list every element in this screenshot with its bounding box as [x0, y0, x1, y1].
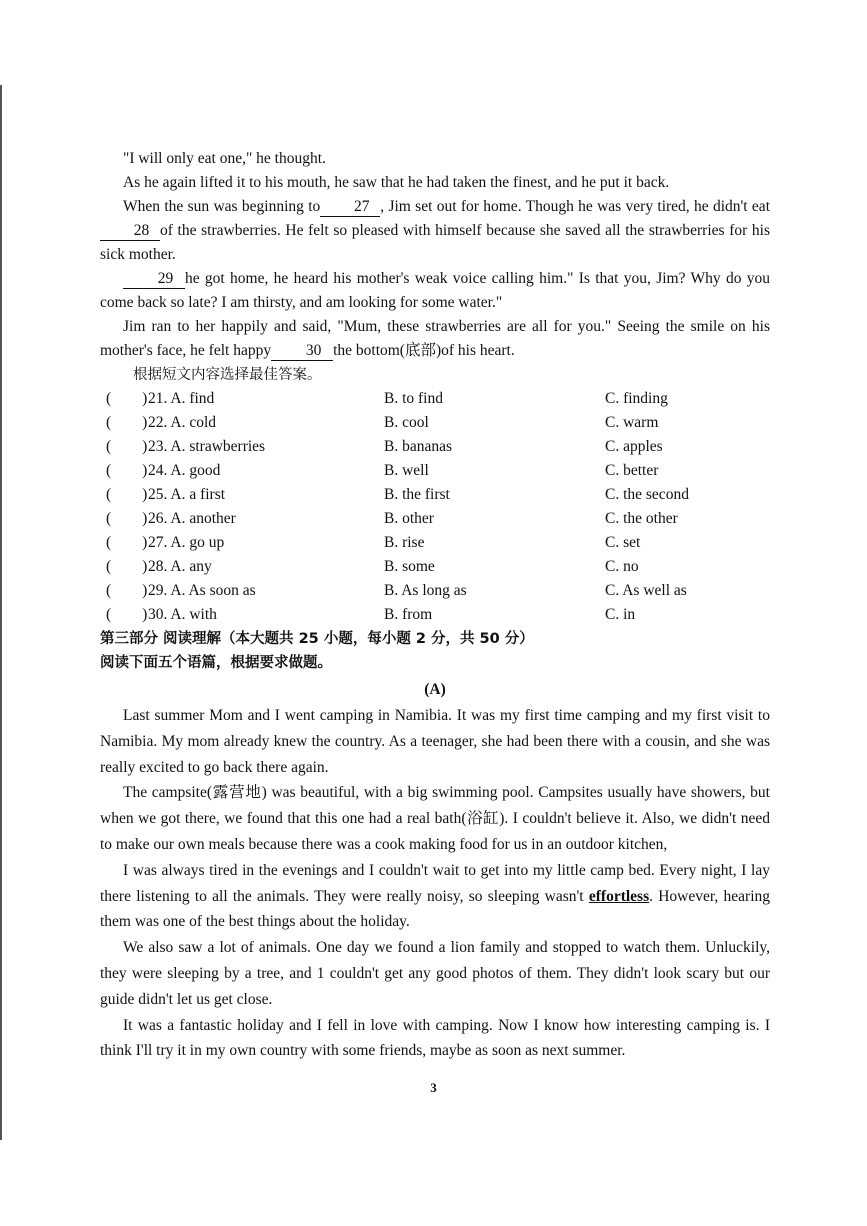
story-paragraph-3: [100, 195, 770, 267]
option-row-23: [100, 435, 770, 459]
option-b: B. cool: [384, 414, 429, 431]
passage-text: . However, hearing them was one of the best things about the holiday.: [100, 887, 771, 931]
option-row-29: [100, 579, 770, 603]
option-c: C. the second: [605, 486, 689, 503]
page-left-border: [0, 85, 2, 1140]
passage-paragraph-3: [100, 858, 770, 935]
passage-a: [100, 677, 770, 1064]
story-paragraph-5: [100, 315, 770, 363]
passage-text: I was always tired in the evenings and I couldn't wait to get into my little camp bed. Every night, I lay there listening to all the animals. They were really noisy, so sleeping wasn't: [100, 861, 770, 905]
story-text: When the sun was beginning to: [123, 198, 321, 215]
option-a: 28. A. any: [148, 558, 212, 575]
option-b: B. other: [384, 510, 434, 527]
option-a: 27. A. go up: [148, 534, 225, 551]
story-text: As he again lifted it to his mouth, he saw that he had taken the finest, and he put it back.: [123, 174, 670, 191]
passage-paragraph-1: Last summer Mom and I went camping in Namibia. It was my first time camping and my first visit to Namibia. My mom already knew the country. As a teenager, she had been there with a cousin, and she was really excited to go back there again.: [100, 707, 770, 776]
blank-28: 28: [100, 222, 160, 241]
answer-paren[interactable]: ( ): [106, 462, 148, 479]
option-row-28: [100, 555, 770, 579]
option-b: B. from: [384, 606, 433, 623]
option-a: 22. A. cold: [148, 414, 217, 431]
option-row-26: [100, 507, 770, 531]
option-a: 30. A. with: [148, 606, 217, 623]
option-b: B. well: [384, 462, 429, 479]
story-text: Jim ran to her happily and said, "Mum, these strawberries are all for you." Seeing the smile on his mother's face, he felt happy: [100, 318, 770, 359]
option-c: C. finding: [605, 390, 668, 407]
answer-paren[interactable]: ( ): [106, 534, 148, 551]
option-row-21: [100, 387, 770, 411]
option-a: 29. A. As soon as: [148, 582, 256, 599]
option-b: B. rise: [384, 534, 425, 551]
blank-27: 27: [320, 198, 380, 217]
option-c: C. better: [605, 462, 659, 479]
option-c: C. the other: [605, 510, 678, 527]
option-c: C. no: [605, 558, 639, 575]
exam-page: [100, 147, 770, 1064]
story-text: "I will only eat one," he thought.: [123, 150, 326, 167]
option-row-30: [100, 603, 770, 627]
answer-paren[interactable]: ( ): [106, 438, 148, 455]
story-text: he got home, he heard his mother's weak voice calling him." Is that you, Jim? Why do you come back so late? I am thirsty, and am looking for some water.": [100, 270, 770, 311]
blank-30: 30: [271, 342, 333, 361]
option-c: C. warm: [605, 414, 659, 431]
story-text: the bottom(底部)of his heart.: [333, 342, 515, 359]
option-a: 24. A. good: [148, 462, 221, 479]
option-b: B. As long as: [384, 582, 467, 599]
option-c: C. As well as: [605, 582, 687, 599]
option-a: 25. A. a first: [148, 486, 226, 503]
story-paragraph-1: [100, 147, 770, 171]
answer-paren[interactable]: ( ): [106, 390, 148, 407]
option-b: B. the first: [384, 486, 450, 503]
option-row-25: [100, 483, 770, 507]
section-subheading: 阅读下面五个语篇，根据要求做题。: [100, 655, 332, 671]
story-paragraph-4: [100, 267, 770, 315]
option-a: 23. A. strawberries: [148, 438, 266, 455]
passage-title: (A): [424, 681, 446, 698]
underlined-word: effortless: [588, 887, 650, 905]
option-row-27: [100, 531, 770, 555]
option-row-22: [100, 411, 770, 435]
blank-29: 29: [123, 270, 185, 289]
answer-paren[interactable]: ( ): [106, 486, 148, 503]
option-c: C. apples: [605, 438, 663, 455]
answer-paren[interactable]: ( ): [106, 558, 148, 575]
section-heading: 第三部分 阅读理解（本大题共 25 小题，每小题 2 分，共 50 分）: [100, 631, 534, 647]
answer-paren[interactable]: ( ): [106, 414, 148, 431]
option-a: 26. A. another: [148, 510, 236, 527]
passage-paragraph-2: The campsite(露营地) was beautiful, with a big swimming pool. Campsites usually have showers, but when we got there, we found that this one had a real bath(浴缸). I couldn't believe it. Also, we didn't need to make our own meals because there was a cook making food for us in an outdoor kitchen,: [100, 784, 770, 853]
option-b: B. some: [384, 558, 435, 575]
story-paragraph-2: [100, 171, 770, 195]
page-number: 3: [430, 1080, 437, 1095]
option-b: B. bananas: [384, 438, 453, 455]
passage-paragraph-4: We also saw a lot of animals. One day we found a lion family and stopped to watch them. Unluckily, they were sleeping by a tree, and 1 couldn't get any good photos of them. They didn't look scary but our guide didn't let us get close.: [100, 939, 770, 1008]
instruction: 根据短文内容选择最佳答案。: [133, 367, 322, 383]
option-a: 21. A. find: [148, 390, 215, 407]
answer-paren[interactable]: ( ): [106, 582, 148, 599]
answer-paren[interactable]: ( ): [106, 510, 148, 527]
option-b: B. to find: [384, 390, 443, 407]
story-text: , Jim set out for home. Though he was very tired, he didn't eat: [380, 198, 770, 215]
passage-paragraph-5: It was a fantastic holiday and I fell in love with camping. Now I know how interesting camping is. I think I'll try it in my own country with some friends, maybe as soon as next summer.: [100, 1016, 770, 1060]
options-list: [100, 387, 770, 627]
option-c: C. in: [605, 606, 636, 623]
option-row-24: [100, 459, 770, 483]
option-c: C. set: [605, 534, 641, 551]
answer-paren[interactable]: ( ): [106, 606, 148, 623]
story-text: of the strawberries. He felt so pleased with himself because she saved all the strawberries for his sick mother.: [100, 222, 770, 263]
